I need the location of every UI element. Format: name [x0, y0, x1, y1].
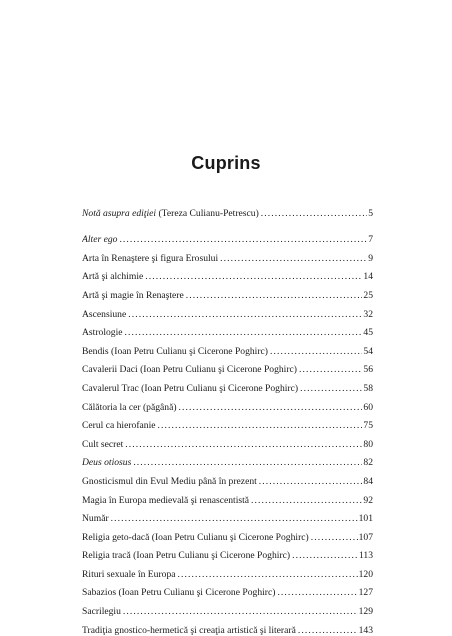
toc-entry — [82, 561, 373, 580]
toc-entry-page: 32 — [363, 308, 373, 320]
toc-entry-title-text: Arta în Renaştere şi figura Erosului — [82, 252, 219, 264]
toc-entry — [82, 338, 373, 357]
toc-entry-title-text: Artă şi alchimie — [82, 271, 144, 283]
toc-entry-page: 25 — [363, 289, 373, 301]
dot-leader — [123, 606, 358, 617]
toc-entry-title-text: Cavalerul Trac (Ioan Petru Culianu şi Cicerone Poghirc) — [82, 382, 299, 394]
toc-entry-title — [82, 457, 131, 468]
toc-entry — [82, 227, 373, 246]
dot-leader — [300, 383, 362, 394]
dot-leader — [158, 420, 363, 431]
toc-entry-title-text: (Tereza Culianu-Petrescu) — [156, 207, 259, 219]
toc-entry-title — [82, 606, 121, 617]
toc-entry — [82, 282, 373, 301]
toc-entry-title-text: Cavalerii Daci (Ioan Petru Culianu şi Cicerone Poghirc) — [82, 364, 297, 376]
toc-entry-page: 92 — [363, 494, 373, 506]
toc-entry-title — [82, 439, 123, 450]
toc-entry — [82, 506, 373, 525]
toc-entry-page: 80 — [363, 438, 373, 450]
toc-entry-title — [82, 234, 117, 245]
toc-entry-title — [82, 532, 309, 543]
toc-entry-title-text: Religia tracă (Ioan Petru Culianu şi Cicerone Poghirc) — [82, 550, 291, 562]
dot-leader — [220, 253, 367, 264]
dot-leader — [178, 569, 358, 580]
toc-entry-title-text: Magia în Europa medievală şi renascentistă — [82, 494, 250, 506]
toc-entry-page: 107 — [358, 531, 373, 543]
dot-leader — [311, 532, 358, 543]
toc-entry-title-text: Gnosticismul din Evul Mediu până în prezent — [82, 475, 257, 487]
toc-entry-title-text: Sabazios (Ioan Petru Culianu şi Cicerone Poghirc) — [82, 587, 276, 599]
toc-entry-title-text: Tradiţia gnostico-hermetică şi creaţia artistică şi literară — [82, 624, 296, 636]
toc-entry-title — [82, 550, 290, 561]
toc-entry-page: 5 — [368, 207, 373, 219]
toc-entry — [82, 450, 373, 469]
dot-leader — [125, 439, 362, 450]
dot-leader — [261, 208, 367, 219]
dot-leader — [259, 476, 363, 487]
toc-entry-page: 143 — [358, 624, 373, 636]
dot-leader — [179, 402, 363, 413]
dot-leader — [251, 495, 362, 506]
dot-leader — [119, 234, 367, 245]
toc-entry — [82, 264, 373, 283]
toc-entry-title-text: Religia geto-dacă (Ioan Petru Culianu şi Cicerone Poghirc) — [82, 531, 309, 543]
toc-entry-title — [82, 513, 109, 524]
toc-entry-title-text: Sacrilegiu — [82, 606, 121, 618]
toc-entry — [82, 524, 373, 543]
dot-leader — [186, 290, 363, 301]
toc-entry-page: 82 — [363, 457, 373, 469]
dot-leader — [125, 327, 363, 338]
toc-entry-title — [82, 346, 268, 357]
page-title: Cuprins — [191, 153, 261, 173]
toc-entry — [82, 413, 373, 432]
toc-entry-page: 9 — [368, 252, 373, 264]
toc-entry-title — [82, 495, 249, 506]
toc-entry — [82, 394, 373, 413]
toc-entry-title-italic: Deus otiosus — [82, 457, 132, 469]
toc-entry — [82, 375, 373, 394]
toc-entry-page: 84 — [363, 475, 373, 487]
toc-entry-title-text: Cerul ca hierofanie — [82, 420, 156, 432]
dot-leader — [299, 364, 362, 375]
toc-entry-title — [82, 587, 275, 598]
toc-entry — [82, 487, 373, 506]
dot-leader — [133, 457, 362, 468]
toc-entry — [82, 357, 373, 376]
dot-leader — [128, 309, 362, 320]
toc-entry-title — [82, 383, 298, 394]
dot-leader — [277, 587, 357, 598]
toc-entry-title — [82, 402, 177, 413]
toc-entry — [82, 320, 373, 339]
toc-entry-page: 14 — [363, 271, 373, 283]
toc-entry-page: 113 — [358, 550, 373, 562]
toc-entry — [82, 468, 373, 487]
toc-entry-title-text: Cult secret — [82, 438, 124, 450]
dot-leader — [145, 271, 362, 282]
dot-leader — [270, 346, 362, 357]
toc-entry-title — [82, 420, 156, 431]
toc-entry-title-text: Călătoria la cer (păgână) — [82, 401, 177, 413]
toc-entry-title — [82, 569, 176, 580]
toc-entry-page: 127 — [358, 587, 373, 599]
toc-entry-title — [82, 208, 259, 219]
toc-entry-title — [82, 309, 126, 320]
toc-entry-page: 101 — [358, 513, 373, 525]
toc-entry — [82, 431, 373, 450]
toc-entry-title-text: Număr — [82, 513, 109, 525]
toc-entry-page: 60 — [363, 401, 373, 413]
toc-entry-title — [82, 364, 297, 375]
toc-entry-page: 120 — [358, 568, 373, 580]
toc-entry-page: 75 — [363, 420, 373, 432]
toc-entry — [82, 543, 373, 562]
toc-entry-title-text: Ascensiune — [82, 308, 127, 320]
toc-entry — [82, 580, 373, 599]
toc-entry-title — [82, 476, 257, 487]
toc-entry-page: 54 — [363, 345, 373, 357]
toc-entry — [82, 200, 373, 219]
dot-leader — [298, 625, 358, 636]
toc-entry-title — [82, 625, 296, 636]
toc-entry-title-text: Rituri sexuale în Europa — [82, 568, 176, 580]
toc-entry-page: 7 — [368, 234, 373, 246]
toc-entry-title-text: Artă şi magie în Renaştere — [82, 289, 184, 301]
toc-entry-title-italic: Alter ego — [82, 234, 118, 246]
toc-entry-title — [82, 327, 123, 338]
toc-entry — [82, 598, 373, 617]
toc-entry-title — [82, 271, 143, 282]
toc-entry-title-text: Bendis (Ioan Petru Culianu şi Cicerone Poghirc) — [82, 345, 268, 357]
toc-entry-title-text: Astrologie — [82, 327, 123, 339]
toc-entry-title — [82, 253, 218, 264]
toc-entry-title — [82, 290, 184, 301]
toc-entry-page: 129 — [358, 606, 373, 618]
dot-leader — [292, 550, 358, 561]
toc-entry-page: 45 — [363, 327, 373, 339]
toc-entry — [82, 617, 373, 636]
toc-entry-page: 56 — [363, 364, 373, 376]
toc-entry — [82, 301, 373, 320]
toc-entry-page: 58 — [363, 382, 373, 394]
dot-leader — [111, 513, 358, 524]
table-of-contents — [82, 200, 373, 636]
toc-entry — [82, 245, 373, 264]
toc-entry-title-italic: Notă asupra ediţiei — [82, 207, 157, 219]
